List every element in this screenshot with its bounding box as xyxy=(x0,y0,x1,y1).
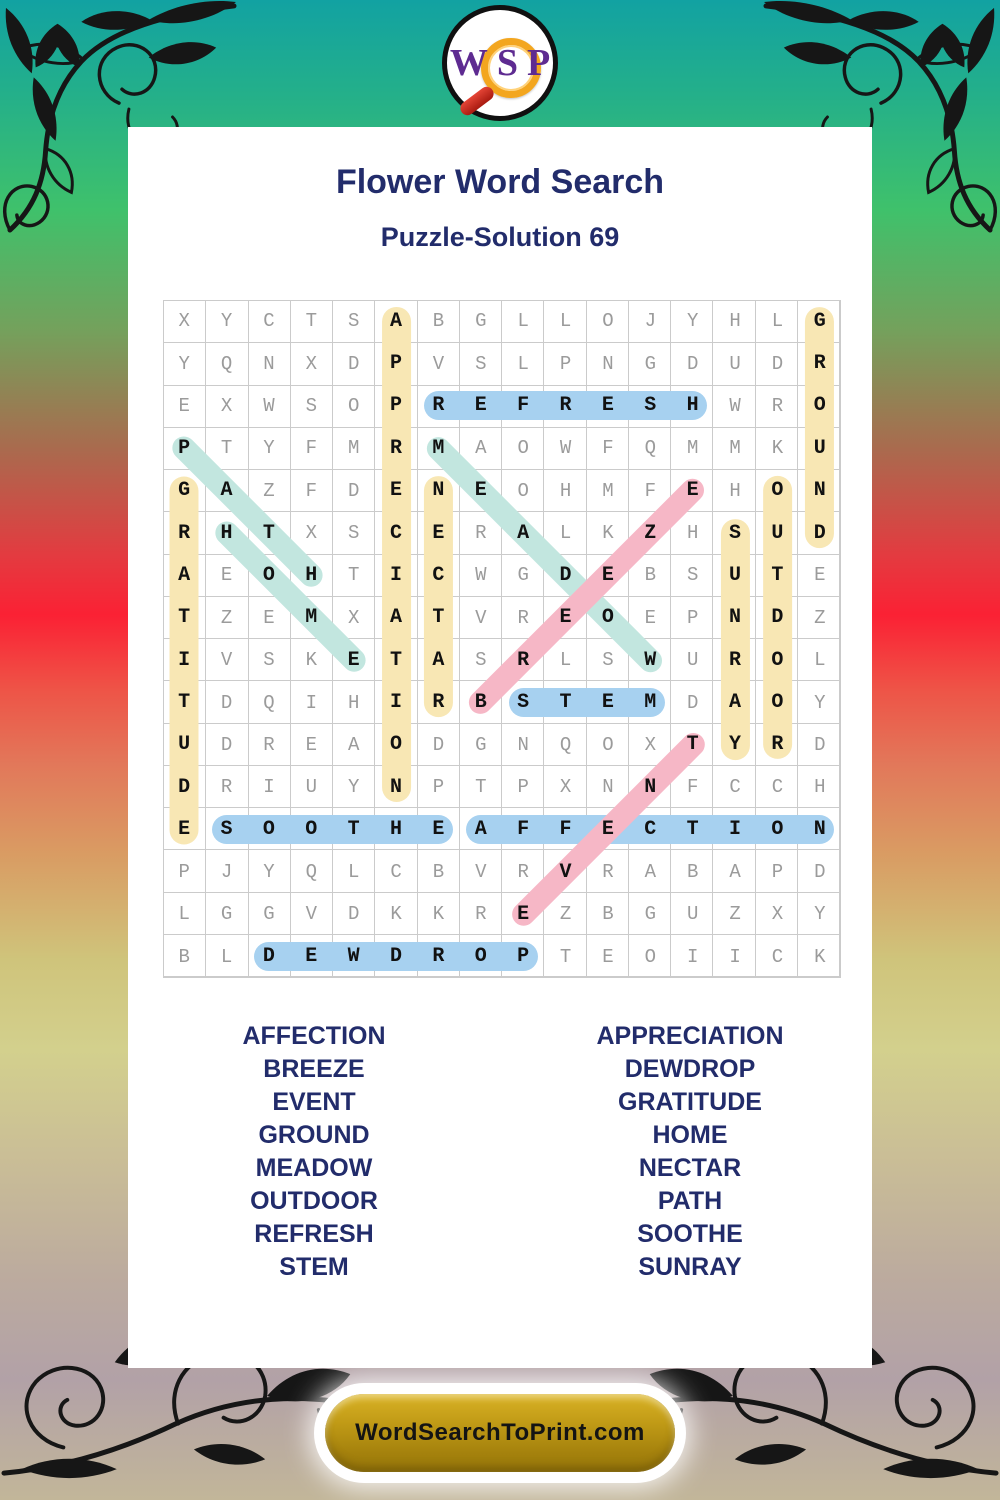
grid-letter: N xyxy=(517,733,529,756)
grid-letter: O xyxy=(602,310,614,333)
grid-letter: C xyxy=(771,945,784,968)
word-list-item: EVENT xyxy=(272,1088,356,1116)
word-list-item: GRATITUDE xyxy=(618,1088,762,1116)
grid-letter: T xyxy=(178,691,191,715)
grid-letter: V xyxy=(475,861,487,884)
grid-letter: N xyxy=(813,818,826,842)
grid-letter: G xyxy=(644,352,657,375)
grid-letter: N xyxy=(729,606,742,630)
grid-letter: T xyxy=(771,563,784,587)
grid-letter: D xyxy=(347,479,360,502)
grid-letter: Y xyxy=(220,310,233,333)
grid-letter: E xyxy=(220,564,233,587)
grid-letter: V xyxy=(432,352,445,375)
word-list-item: SOOTHE xyxy=(637,1220,743,1248)
grid-letter: E xyxy=(517,902,530,926)
page-title: Flower Word Search xyxy=(335,163,665,201)
site-link-button[interactable] xyxy=(325,1394,675,1472)
grid-letter: S xyxy=(347,310,360,333)
grid-letter: Y xyxy=(263,861,275,884)
grid-letter: F xyxy=(305,479,318,502)
logo-letters xyxy=(447,10,553,116)
grid-letter: I xyxy=(263,776,275,799)
grid-letter: X xyxy=(347,606,360,629)
grid-letter: R xyxy=(475,522,487,545)
grid-letter: O xyxy=(347,394,360,417)
grid-letter: T xyxy=(559,691,572,715)
grid-letter: L xyxy=(559,522,572,545)
grid-letter: A xyxy=(729,691,742,715)
grid-letter: C xyxy=(390,521,403,545)
grid-letter: R xyxy=(517,648,530,672)
grid-letter: Y xyxy=(347,776,360,799)
grid-letter: N xyxy=(602,776,614,799)
grid-letter: H xyxy=(729,479,741,502)
grid-letter: L xyxy=(178,903,190,926)
grid-letter: Q xyxy=(220,352,233,375)
grid-letter: L xyxy=(220,945,233,968)
grid-letter: N xyxy=(602,352,614,375)
grid-letter: R xyxy=(263,733,275,756)
grid-letter: Q xyxy=(263,691,275,714)
grid-letter: H xyxy=(686,394,699,418)
grid-letter: R xyxy=(559,394,572,418)
grid-letter: T xyxy=(559,945,572,968)
grid-letter: H xyxy=(686,522,699,545)
grid-letter: T xyxy=(262,521,275,545)
grid-letter: L xyxy=(517,310,529,333)
grid-letter: L xyxy=(814,649,826,672)
grid-letter: M xyxy=(432,436,445,460)
grid-letter: E xyxy=(347,648,360,672)
grid-letter: D xyxy=(814,733,826,756)
grid-letter: E xyxy=(305,733,318,756)
grid-letter: G xyxy=(517,564,529,587)
grid-letter: H xyxy=(390,818,403,842)
grid-letter: W xyxy=(559,437,572,460)
grid-letter: K xyxy=(432,903,445,926)
grid-letter: I xyxy=(729,818,742,842)
word-list-item: APPRECIATION xyxy=(596,1022,784,1050)
grid-letter: R xyxy=(432,691,445,715)
grid-letter: E xyxy=(601,818,614,842)
grid-letter: R xyxy=(390,436,403,460)
grid-letter: O xyxy=(813,394,826,418)
grid-letter: G xyxy=(813,309,826,333)
grid-letter: E xyxy=(686,479,699,503)
grid-letter: E xyxy=(559,606,572,630)
grid-letter: L xyxy=(559,310,572,333)
grid-letter: T xyxy=(178,606,191,630)
grid-letter: J xyxy=(220,861,233,884)
grid-letter: R xyxy=(771,394,784,417)
grid-letter: V xyxy=(305,903,318,926)
logo-letter-p: P xyxy=(526,42,551,84)
grid-letter: G xyxy=(178,479,191,503)
word-list-item: AFFECTION xyxy=(242,1022,386,1050)
grid-letter: R xyxy=(178,521,191,545)
grid-letter: B xyxy=(644,564,657,587)
grid-letter: Y xyxy=(263,437,275,460)
grid-letter: H xyxy=(305,563,318,587)
grid-letter: T xyxy=(347,818,360,842)
grid-letter: A xyxy=(390,309,403,333)
grid-letter: B xyxy=(474,691,487,715)
grid-letter: G xyxy=(644,903,657,926)
grid-letter: X xyxy=(644,733,657,756)
grid-letter: E xyxy=(601,563,614,587)
grid-letter: B xyxy=(178,945,190,968)
grid-letter: A xyxy=(475,437,487,460)
grid-letter: W xyxy=(263,394,275,417)
word-list-item: REFRESH xyxy=(254,1220,374,1248)
grid-letter: O xyxy=(771,818,784,842)
grid-letter: S xyxy=(475,352,487,375)
grid-letter: M xyxy=(305,606,318,630)
grid-letter: O xyxy=(517,437,529,460)
grid-letter: R xyxy=(602,861,614,884)
grid-letter: E xyxy=(432,521,445,545)
grid-letter: Y xyxy=(814,903,826,926)
grid-letter: C xyxy=(729,776,741,799)
grid-letter: H xyxy=(559,479,572,502)
grid-letter: S xyxy=(517,691,530,715)
grid-letter: O xyxy=(771,691,784,715)
grid-letter: O xyxy=(390,733,403,757)
grid-letter: A xyxy=(644,861,657,884)
grid-letter: E xyxy=(814,564,826,587)
grid-letter: U xyxy=(729,352,741,375)
grid-letter: D xyxy=(220,691,233,714)
grid-letter: K xyxy=(602,522,614,545)
grid-letter: W xyxy=(644,648,657,672)
grid-letter: W xyxy=(347,945,360,969)
grid-letter: D xyxy=(178,775,191,799)
grid-letter: E xyxy=(390,479,403,503)
grid-letter: Y xyxy=(729,733,742,757)
grid-letter: F xyxy=(517,394,530,418)
grid-letter: K xyxy=(305,649,318,672)
grid-letter: G xyxy=(263,903,275,926)
grid-letter: D xyxy=(813,521,826,545)
grid-letter: C xyxy=(390,861,402,884)
grid-letter: O xyxy=(474,945,487,969)
grid-letter: O xyxy=(771,479,784,503)
grid-letter: T xyxy=(390,648,403,672)
grid-letter: S xyxy=(729,521,742,545)
grid-letter: R xyxy=(220,776,233,799)
grid-letter: I xyxy=(178,648,191,672)
grid-letter: K xyxy=(814,945,826,968)
grid-letter: E xyxy=(474,394,487,418)
grid-letter: P xyxy=(178,436,191,460)
grid-letter: H xyxy=(729,310,741,333)
grid-letter: P xyxy=(517,776,529,799)
grid-letter: L xyxy=(347,861,360,884)
word-list-right xyxy=(538,1020,842,1284)
grid-letter: R xyxy=(813,352,826,376)
word-list-item: SUNRAY xyxy=(638,1253,742,1281)
logo-letter-w: W xyxy=(449,42,488,84)
grid-letter: T xyxy=(220,437,233,460)
grid-letter: H xyxy=(347,691,360,714)
grid-letter: Z xyxy=(729,903,741,926)
grid-letter: T xyxy=(347,564,360,587)
grid-letter: N xyxy=(263,352,275,375)
grid-letter: T xyxy=(475,776,487,799)
grid-letter: F xyxy=(644,479,657,502)
grid-letter: L xyxy=(517,352,529,375)
grid-letter: D xyxy=(347,903,360,926)
grid-letter: M xyxy=(644,691,657,715)
grid-letter: P xyxy=(686,606,699,629)
grid-letter: W xyxy=(729,394,741,417)
grid-letter: O xyxy=(305,818,318,842)
grid-letter: S xyxy=(475,649,487,672)
grid-letter: Z xyxy=(814,606,826,629)
grid-letter: P xyxy=(559,352,572,375)
grid-letter: D xyxy=(432,733,445,756)
grid-letter: D xyxy=(390,945,403,969)
grid-letter: V xyxy=(559,860,572,884)
grid-letter: D xyxy=(559,563,572,587)
grid-letter: S xyxy=(263,649,275,672)
grid-letter: E xyxy=(178,394,190,417)
grid-letter: S xyxy=(644,394,657,418)
grid-letter: S xyxy=(305,394,318,417)
grid-letter: Z xyxy=(220,606,233,629)
grid-letter: C xyxy=(263,310,275,333)
grid-letter: N xyxy=(644,775,657,799)
grid-letter: R xyxy=(432,945,445,969)
grid-letter: E xyxy=(305,945,318,969)
grid-letter: Z xyxy=(263,479,275,502)
grid-letter: F xyxy=(602,437,614,460)
grid-letter: Q xyxy=(559,733,572,756)
grid-letter: A xyxy=(517,521,530,545)
grid-letter: O xyxy=(771,648,784,672)
grid-letter: R xyxy=(475,903,487,926)
word-list-item: PATH xyxy=(657,1187,723,1215)
grid-letter: D xyxy=(686,691,699,714)
grid-letter: T xyxy=(432,606,445,630)
word-list-item: HOME xyxy=(652,1121,728,1149)
grid-letter: S xyxy=(220,818,233,842)
grid-letter: H xyxy=(814,776,826,799)
grid-letter: U xyxy=(305,776,318,799)
grid-letter: O xyxy=(602,733,614,756)
grid-letter: D xyxy=(347,352,360,375)
grid-letter: A xyxy=(178,563,191,587)
grid-letter: O xyxy=(262,818,275,842)
grid-letter: D xyxy=(686,352,699,375)
grid-letter: E xyxy=(644,606,657,629)
grid-letter: C xyxy=(432,563,445,587)
grid-letter: Y xyxy=(178,352,190,375)
page-subtitle: Puzzle-Solution 69 xyxy=(380,222,620,252)
grid-letter: U xyxy=(686,903,699,926)
grid-letter: L xyxy=(771,310,784,333)
grid-letter: G xyxy=(220,903,233,926)
grid-letter: A xyxy=(390,606,403,630)
grid-letter: W xyxy=(475,564,487,587)
grid-letter: A xyxy=(474,818,487,842)
grid-letter: I xyxy=(729,945,741,968)
word-list-item: NECTAR xyxy=(638,1154,742,1182)
grid-letter: X xyxy=(559,776,572,799)
word-list-item: DEWDROP xyxy=(624,1055,756,1083)
grid-letter: N xyxy=(432,479,445,503)
grid-letter: I xyxy=(390,563,403,587)
grid-letter: I xyxy=(686,945,699,968)
grid-letter: P xyxy=(390,394,403,418)
puzzle-grid xyxy=(163,300,841,978)
grid-letter: Q xyxy=(644,437,657,460)
grid-letter: G xyxy=(475,733,487,756)
grid-letter: P xyxy=(432,776,445,799)
grid-letter: K xyxy=(390,903,402,926)
grid-letter: I xyxy=(390,691,403,715)
grid-letter: A xyxy=(220,479,233,503)
grid-letter: F xyxy=(305,437,318,460)
wsp-logo xyxy=(442,5,558,121)
grid-letter: D xyxy=(220,733,233,756)
grid-letter: G xyxy=(475,310,487,333)
grid-letter: A xyxy=(347,733,360,756)
grid-letter: E xyxy=(601,691,614,715)
grid-letter: E xyxy=(178,818,191,842)
grid-letter: U xyxy=(813,436,826,460)
grid-letter: T xyxy=(305,310,318,333)
grid-letter: M xyxy=(729,437,741,460)
grid-letter: Y xyxy=(814,691,826,714)
grid-letter: B xyxy=(686,861,699,884)
grid-letter: U xyxy=(178,733,191,757)
grid-letter: D xyxy=(771,606,784,630)
grid-letter: P xyxy=(517,945,530,969)
grid-letter: X xyxy=(305,352,318,375)
grid-letter: S xyxy=(686,564,699,587)
grid-letter: P xyxy=(390,352,403,376)
grid-letter: M xyxy=(602,479,614,502)
grid-letter: F xyxy=(686,776,699,799)
grid-letter: Z xyxy=(644,521,657,545)
grid-letter: B xyxy=(432,861,445,884)
grid-letter: O xyxy=(262,563,275,587)
word-list-item: MEADOW xyxy=(255,1154,373,1182)
grid-letter: K xyxy=(771,437,784,460)
grid-letter: A xyxy=(432,648,445,672)
grid-letter: X xyxy=(220,394,233,417)
grid-letter: E xyxy=(601,394,614,418)
grid-letter: O xyxy=(644,945,657,968)
grid-letter: X xyxy=(305,522,318,545)
grid-letter: F xyxy=(517,818,530,842)
grid-letter: U xyxy=(686,649,699,672)
grid-letter: D xyxy=(814,861,826,884)
word-list-item: OUTDOOR xyxy=(250,1187,378,1215)
grid-letter: Q xyxy=(305,861,318,884)
grid-letter: E xyxy=(474,479,487,503)
grid-letter: T xyxy=(686,733,699,757)
grid-letter: R xyxy=(517,861,529,884)
site-link-label: WordSearchToPrint.com xyxy=(355,1419,645,1446)
grid-letter: A xyxy=(729,861,741,884)
word-list-item: BREEZE xyxy=(263,1055,365,1083)
grid-letter: O xyxy=(601,606,614,630)
grid-letter: R xyxy=(729,648,742,672)
grid-letter: B xyxy=(602,903,614,926)
grid-letter: V xyxy=(220,649,233,672)
grid-letter: P xyxy=(771,861,784,884)
grid-letter: R xyxy=(432,394,445,418)
grid-letter: P xyxy=(178,861,190,884)
grid-letter: D xyxy=(262,945,275,969)
grid-letter: S xyxy=(347,522,360,545)
grid-letter: Z xyxy=(559,903,572,926)
grid-letter: E xyxy=(263,606,275,629)
grid-letter: H xyxy=(220,521,233,545)
grid-letter: N xyxy=(813,479,826,503)
grid-letter: N xyxy=(390,775,403,799)
word-list-item: STEM xyxy=(279,1253,349,1281)
grid-letter: V xyxy=(475,606,487,629)
grid-letter: U xyxy=(729,563,742,587)
grid-letter: U xyxy=(771,521,784,545)
grid-letter: R xyxy=(517,606,529,629)
grid-letter: L xyxy=(559,649,572,672)
word-list-left xyxy=(162,1020,466,1284)
grid-letter: R xyxy=(771,733,784,757)
grid-letter: F xyxy=(559,818,572,842)
grid-letter: C xyxy=(771,776,784,799)
grid-letter: T xyxy=(686,818,699,842)
grid-letter: E xyxy=(602,945,614,968)
grid-letter: C xyxy=(644,818,657,842)
grid-letter: M xyxy=(347,437,360,460)
grid-letter: J xyxy=(644,310,657,333)
grid-letter: O xyxy=(517,479,529,502)
logo-letter-s: S xyxy=(496,42,518,84)
grid-letter: M xyxy=(686,437,699,460)
grid-letter: S xyxy=(602,649,614,672)
grid-letter: X xyxy=(771,903,784,926)
word-list-item: GROUND xyxy=(258,1121,370,1149)
grid-letter: B xyxy=(432,310,445,333)
grid-letter: E xyxy=(432,818,445,842)
grid-letters-layer xyxy=(163,300,841,978)
grid-letter: X xyxy=(178,310,190,333)
grid-letter: Y xyxy=(686,310,699,333)
grid-letter: I xyxy=(305,691,318,714)
grid-letter: D xyxy=(771,352,784,375)
